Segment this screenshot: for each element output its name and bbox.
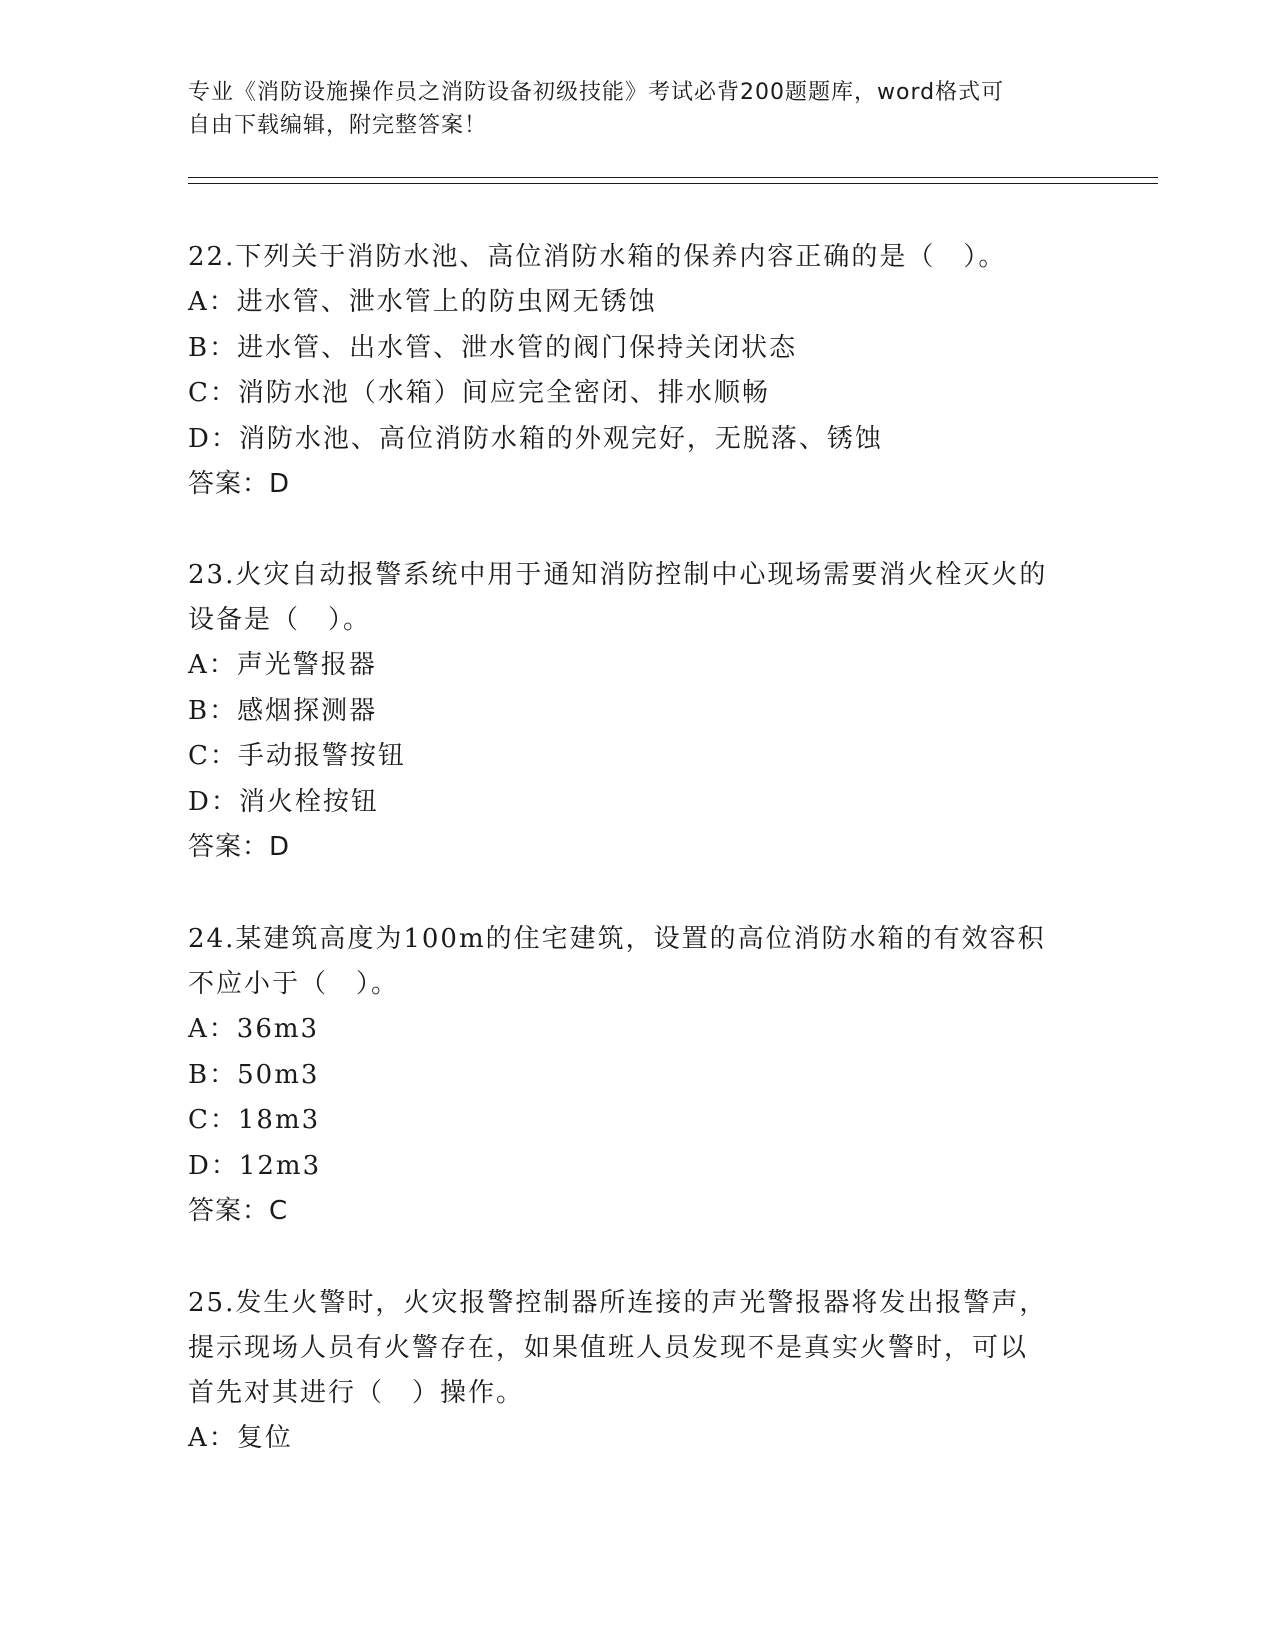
option-a: A：进水管、泄水管上的防虫网无锈蚀: [188, 287, 657, 317]
answer: 答案：D: [188, 469, 291, 499]
answer: 答案：D: [188, 832, 291, 862]
option-a: A：声光警报器: [188, 650, 377, 680]
answer: 答案：C: [188, 1196, 289, 1226]
option-d: D：消火栓按钮: [188, 786, 379, 817]
option-a: A：36m3: [188, 1014, 320, 1044]
question-stem-continued: 不应小于（ ）。: [188, 969, 400, 999]
question-23: [188, 553, 1088, 870]
option-d: D：消防水池、高位消防水箱的外观完好，无脱落、锈蚀: [188, 423, 883, 454]
question-stem: 22.下列关于消防水池、高位消防水箱的保养内容正确的是（ ）。: [188, 242, 1007, 272]
question-stem: 25.发生火警时，火灾报警控制器所连接的声光警报器将发出报警声，: [188, 1288, 1048, 1318]
header-divider-top: [188, 177, 1158, 178]
document-header: [188, 76, 1088, 142]
option-d: D：12m3: [188, 1150, 322, 1181]
question-stem: 24.某建筑高度为100m的住宅建筑，设置的高位消防水箱的有效容积: [188, 924, 1046, 954]
header-line-2: 自由下载编辑，附完整答案！: [188, 113, 488, 138]
question-25: [188, 1281, 1088, 1462]
question-stem-continued: 设备是（ ）。: [188, 605, 372, 635]
question-24: [188, 917, 1088, 1234]
header-divider-bottom: [188, 183, 1158, 184]
option-c: C：消防水池（水箱）间应完全密闭、排水顺畅: [188, 378, 770, 408]
question-22: [188, 235, 1088, 507]
option-a: A：复位: [188, 1423, 293, 1453]
question-stem: 23.火灾自动报警系统中用于通知消防控制中心现场需要消火栓灭火的: [188, 560, 1048, 590]
option-c: C：18m3: [188, 1105, 321, 1135]
question-stem-continued: 提示现场人员有火警存在，如果值班人员发现不是真实火警时，可以: [188, 1333, 1029, 1363]
option-b: B：进水管、出水管、泄水管的阀门保持关闭状态: [188, 332, 798, 363]
option-b: B：感烟探测器: [188, 695, 378, 726]
question-stem-continued-2: 首先对其进行（ ）操作。: [188, 1378, 525, 1408]
option-c: C：手动报警按钮: [188, 741, 406, 771]
option-b: B：50m3: [188, 1059, 320, 1090]
header-line-1: 专业《消防设施操作员之消防设备初级技能》考试必背200题题库，word格式可: [188, 80, 1005, 105]
